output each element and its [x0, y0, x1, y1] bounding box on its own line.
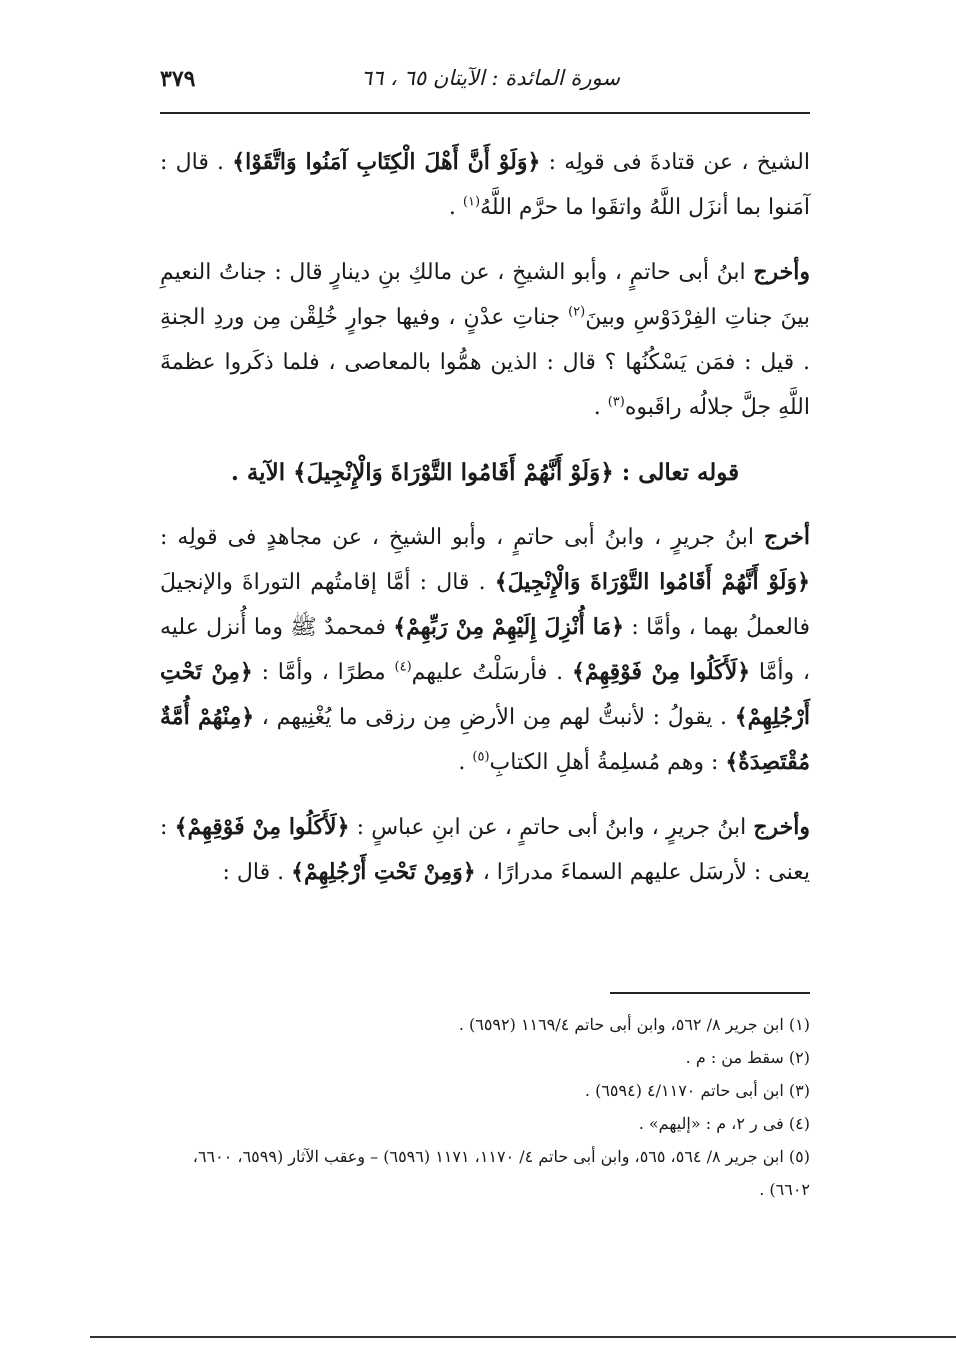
page-number: ٣٧٩: [160, 66, 196, 92]
footnote-ref: (٢): [568, 304, 586, 320]
quran-verse: ﴿وَلَوْ أَنَّهُمْ أَقَامُوا التَّوْرَاةَ وَالْإِنْجِيلَ﴾: [494, 569, 810, 595]
paragraph-4: [160, 805, 810, 895]
footnotes: [160, 1008, 810, 1206]
quran-verse: ﴿لَأَكَلُوا مِنْ فَوْقِهِمْ﴾: [571, 659, 751, 685]
text: فمحمدٌ ﷺ وما أُنزل عليه ، وأمَّا: [160, 615, 811, 685]
quran-verse: ﴿مِنْهُمْ أُمَّةٌ مُقْتَصِدَةٌ﴾: [160, 704, 810, 775]
footnote-2: (٢) سقط من : م .: [685, 1048, 810, 1067]
quran-verse: ﴿وَمِنْ تَحْتِ أَرْجُلِهِمْ﴾: [291, 859, 476, 885]
scan-edge-line: [90, 1336, 956, 1338]
page-header: [160, 62, 810, 98]
footnote-3: (٣) ابن أبى حاتم ٤/١١٧٠ (٦٥٩٤) .: [584, 1081, 810, 1100]
quran-verse: ﴿وَلَوْ أَنَّ أَهْلَ الْكِتَابِ آمَنُوا وَاتَّقَوْا﴾: [232, 149, 541, 175]
lead-word: أخرج: [763, 524, 810, 550]
footnote-ref: (٥): [472, 749, 490, 765]
text: : وهم مُسلِمةُ أهلِ الكتابِ: [489, 750, 726, 775]
text: . قال : أمَّا إقامتُهم التوراةَ والإنجيلَ فالعملُ بهما ، وأمَّا :: [160, 570, 811, 640]
paragraph-1: [160, 140, 810, 230]
footnote-5: (٥) ابن جرير ٨/ ٥٦٤، ٥٦٥، وابن أبى حاتم ٤/ ١١٧٠، ١١٧١ (٦٥٩٦) – وعقب الآثار (٦٥٩٩، ٦٦٠٠، ٦٦٠٢) .: [192, 1147, 810, 1199]
heading-tail: الآية .: [230, 459, 294, 486]
text: ابنُ جريرٍ ، وابنُ أبى حاتمٍ ، عن ابنِ عباسٍ :: [349, 815, 754, 840]
quran-verse: ﴿وَلَوْ أَنَّهُمْ أَقَامُوا التَّوْرَاةَ وَالْإِنْجِيلَ﴾: [293, 459, 614, 486]
text: . فأرسَلْتُ عليهم: [411, 660, 572, 685]
text: .: [448, 195, 463, 220]
footnote-ref: (٣): [607, 394, 625, 410]
footnote-ref: (١): [462, 194, 481, 210]
text: ابنُ جريرٍ ، وابنُ أبى حاتمٍ ، وأبو الشيخِ ، عن مجاهدٍ فى قولِه :: [160, 525, 764, 550]
running-title: سورة المائدة : الآيتان ٦٥ ، ٦٦: [360, 66, 620, 90]
quran-verse: ﴿لَأَكَلُوا مِنْ فَوْقِهِمْ﴾: [174, 814, 350, 840]
text: .: [458, 750, 473, 775]
footnote-rule: [610, 992, 810, 994]
header-rule: [160, 112, 810, 114]
section-heading: [160, 450, 810, 495]
main-text: [160, 140, 810, 915]
text: مطرًا ، وأمَّا :: [252, 660, 395, 685]
quran-verse: ﴿مِنْ تَحْتِ أَرْجُلِهِمْ﴾: [160, 659, 811, 730]
text: جناتِ عدْنٍ ، وفيها جوارٍ خُلِقْن مِن وردِ الجنةِ . قيل : فمَن يَسْكُنُها ؟ قال : الذين همُّوا بالمعاصى ، فلما ذكَروا عظمةَ اللَّهِ جلَّ جلالُه راقَبوه: [160, 305, 810, 420]
text: . قال :: [222, 860, 292, 885]
text: ابنُ أبى حاتمٍ ، وأبو الشيخِ ، عن مالكِ بنِ دينارٍ قال : جناتُ النعيمِ بينَ جناتِ الفِرْدَوْسِ وبينَ: [160, 260, 810, 330]
text: .: [593, 395, 608, 420]
heading-lead: قوله تعالى :: [613, 459, 740, 486]
lead-word: وأخرج: [753, 814, 811, 840]
paragraph-3: [160, 515, 810, 785]
lead-word: وأخرج: [753, 259, 810, 285]
text: الشيخ ، عن قتادةَ فى قولِه :: [540, 150, 810, 175]
text: : يعنى : لأرسَل عليهم السماءَ مدرارًا ،: [160, 815, 810, 885]
footnote-4: (٤) فى ر ٢، م : «إليهم» .: [638, 1114, 810, 1133]
text: . يقولُ : لأنبتُّ لهم مِن الأرضِ مِن رزقى ما يُغْنِيهم ،: [254, 705, 735, 730]
paragraph-2: [160, 250, 810, 430]
text: . قال : آمَنوا بما أنزَل اللَّهُ واتقَوا ما حرَّم اللَّهُ: [160, 150, 810, 220]
footnote-ref: (٤): [394, 659, 412, 675]
quran-verse: ﴿مَا أُنْزِلَ إِلَيْهِمْ مِنْ رَبِّهِمْ﴾: [393, 614, 625, 640]
footnote-1: (١) ابن جرير ٨/ ٥٦٢، وابن أبى حاتم ١١٦٩/٤ (٦٥٩٢) .: [458, 1015, 810, 1034]
